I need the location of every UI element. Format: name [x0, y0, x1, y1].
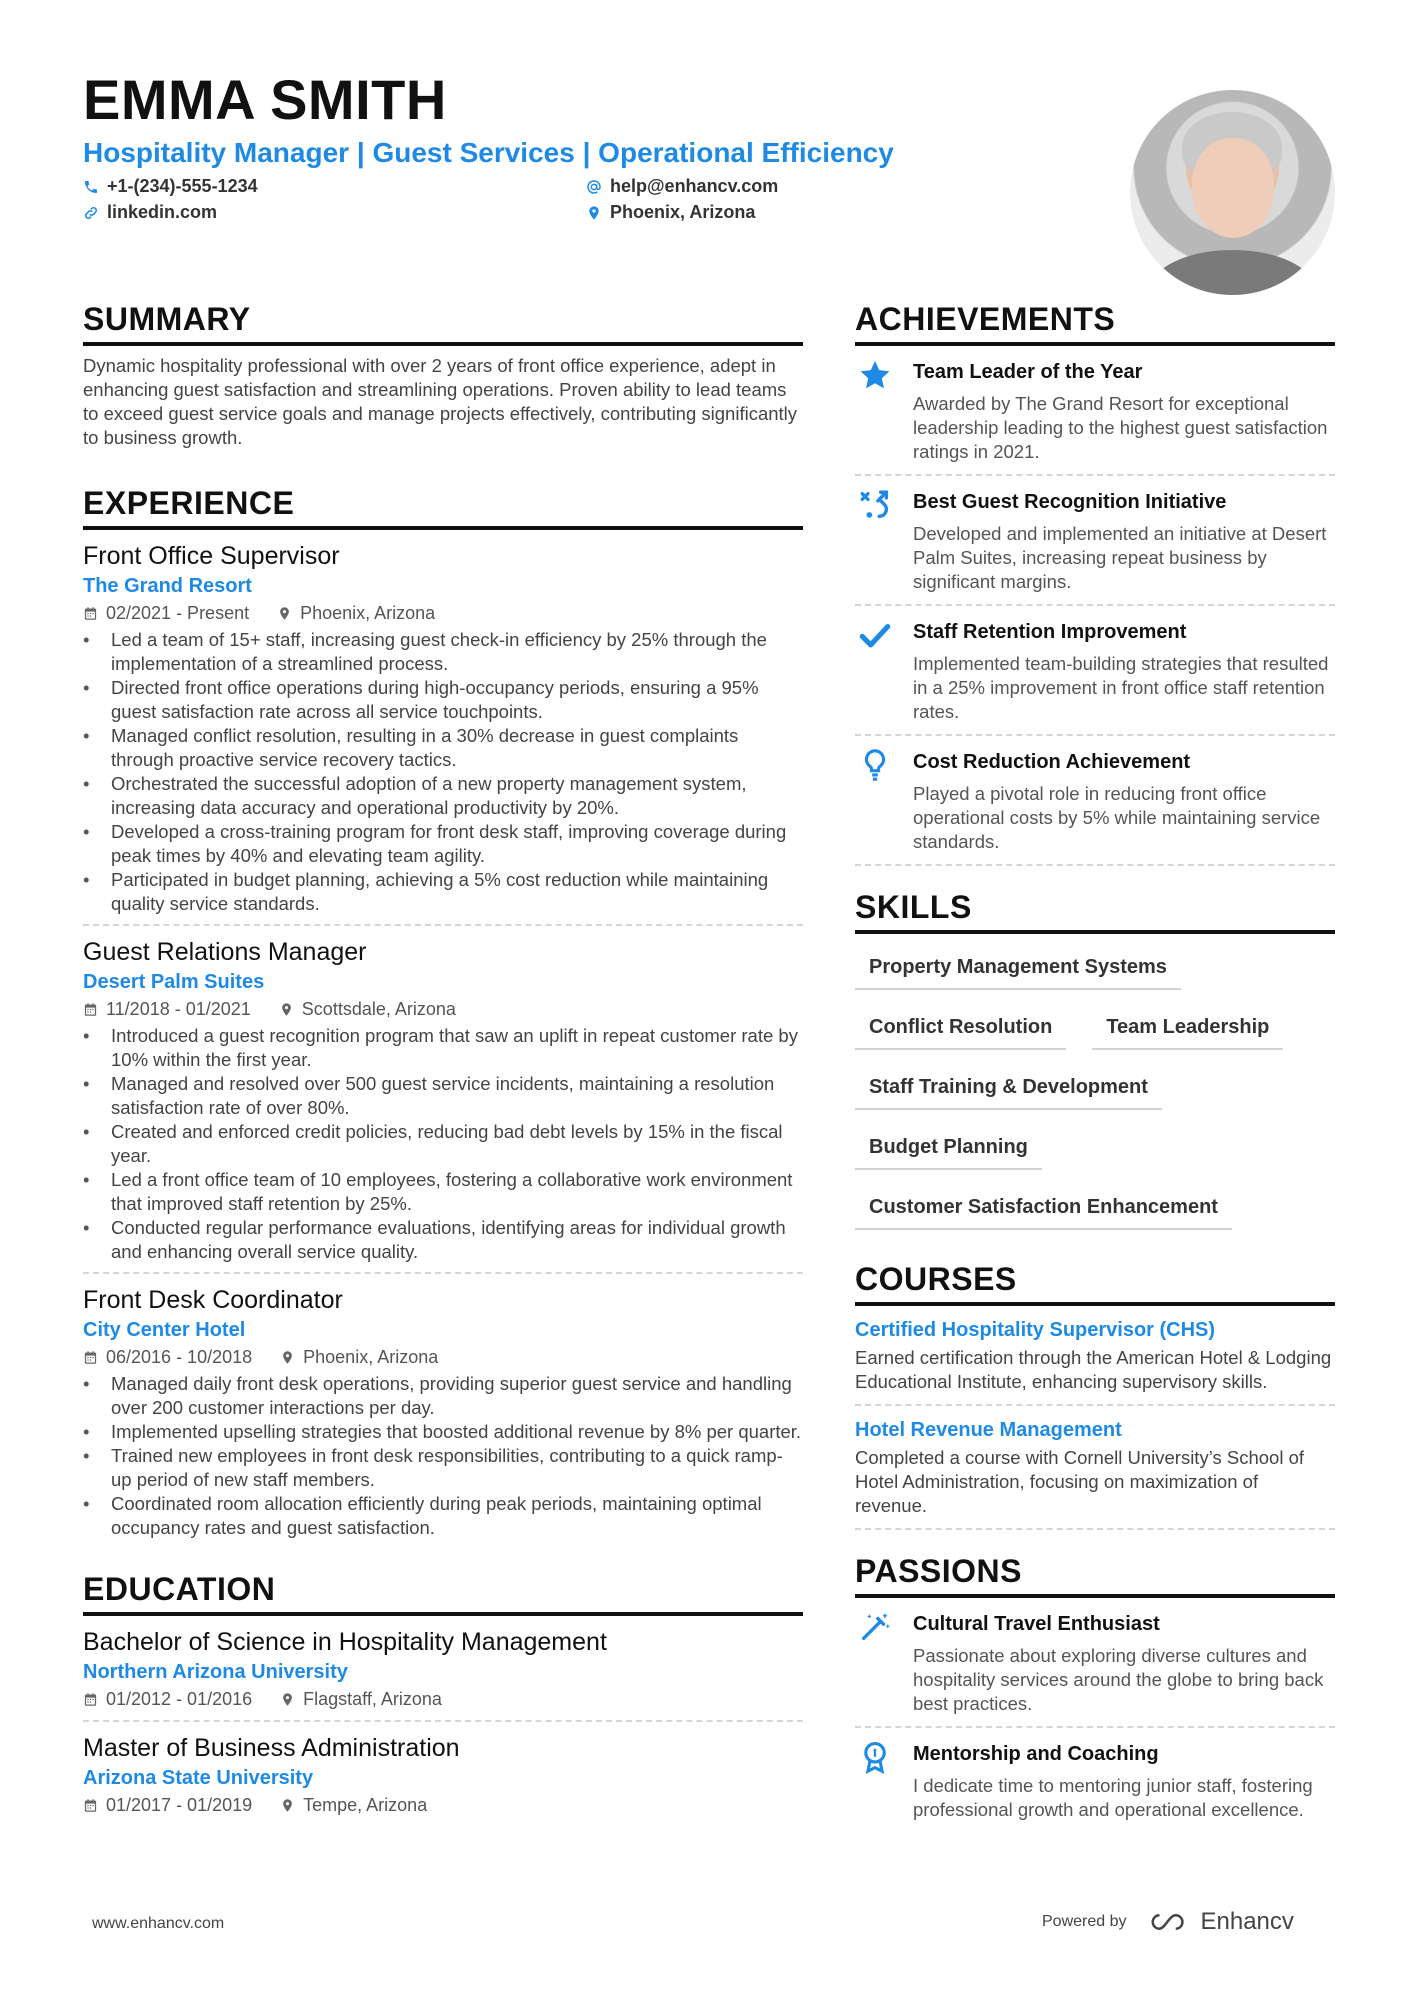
- job-meta: [83, 996, 803, 1022]
- course-desc: Earned certification through the American Hotel & Lodging Educational Institute, enhancing supervisory skills.: [855, 1347, 1332, 1392]
- powered-by-label: Powered by: [1042, 1913, 1127, 1930]
- passion-desc: I dedicate time to mentoring junior staff, fostering professional growth and operational excellence.: [913, 1775, 1313, 1820]
- bullet-item: • Trained new employees in front desk responsibilities, contributing to a quick ramp-up period of new staff members.: [83, 1444, 803, 1492]
- passion-desc: Passionate about exploring diverse cultures and hospitality services around the globe to bring back best practices.: [913, 1645, 1324, 1714]
- degree-title: Master of Business Administration: [83, 1734, 460, 1762]
- job-entry: [83, 540, 803, 926]
- bullet-item: • Led a team of 15+ staff, increasing guest check-in efficiency by 25% through the implementation of a streamlined process.: [83, 628, 803, 676]
- job-bullets: [83, 628, 803, 916]
- job-location: Scottsdale, Arizona: [301, 999, 456, 1019]
- achievement-title: Best Guest Recognition Initiative: [913, 491, 1227, 513]
- check-icon: [858, 618, 892, 652]
- achievement-desc: Developed and implemented an initiative at Desert Palm Suites, increasing repeat business by significant margins.: [913, 523, 1327, 592]
- magic-wand-icon: [858, 1610, 892, 1644]
- skill-tag: Team Leadership: [1092, 1006, 1283, 1050]
- enhancv-logo[interactable]: [1147, 1908, 1294, 1936]
- job-entry: [83, 936, 803, 1274]
- passion-item: [855, 1728, 1335, 1832]
- passion-item: [855, 1598, 1335, 1728]
- passion-title: Mentorship and Coaching: [913, 1743, 1159, 1765]
- bullet-item: • Led a front office team of 10 employees, fostering a collaborative work environment that improved staff retention by 25%.: [83, 1168, 803, 1216]
- school-name: Arizona State University: [83, 1767, 314, 1789]
- link-icon: [83, 205, 99, 221]
- job-title: Front Office Supervisor: [83, 542, 340, 570]
- profile-photo: [1130, 90, 1335, 295]
- brand-name: Enhancv: [1200, 1908, 1294, 1935]
- bullet-item: • Implemented upselling strategies that boosted additional revenue by 8% per quarter.: [83, 1420, 803, 1444]
- bullet-item: • Created and enforced credit policies, reducing bad debt levels by 15% in the fiscal year.: [83, 1120, 803, 1168]
- bullet-item: • Conducted regular performance evaluations, identifying areas for individual growth and enhancing overall service quality.: [83, 1216, 803, 1264]
- calendar-icon: [83, 1002, 98, 1017]
- location-pin-icon: [280, 1350, 295, 1365]
- job-title: Front Desk Coordinator: [83, 1286, 343, 1314]
- contact-info: [83, 176, 1083, 232]
- left-column: [83, 300, 803, 1818]
- job-bullets: [83, 1024, 803, 1264]
- infinity-logo-icon: [1147, 1910, 1193, 1934]
- achievement-desc: Awarded by The Grand Resort for exceptional leadership leading to the highest guest satisfaction ratings in 2021.: [913, 393, 1328, 462]
- skill-tag: Conflict Resolution: [855, 1006, 1066, 1050]
- right-column: [855, 300, 1335, 1832]
- linkedin-text: linkedin.com: [107, 202, 218, 222]
- bullet-item: • Developed a cross-training program for front desk staff, improving coverage during peak times by 40% and elevating team agility.: [83, 820, 803, 868]
- achievement-desc: Played a pivotal role in reducing front office operational costs by 5% while maintaining service standards.: [913, 783, 1321, 852]
- degree-title: Bachelor of Science in Hospitality Management: [83, 1628, 607, 1656]
- bullet-item: • Managed daily front desk operations, providing superior guest service and handling over 200 customer interactions per day.: [83, 1372, 803, 1420]
- job-title: Guest Relations Manager: [83, 938, 367, 966]
- job-meta: [83, 600, 803, 626]
- education-meta: [83, 1686, 803, 1712]
- job-bullets: [83, 1372, 803, 1540]
- job-location: Phoenix, Arizona: [303, 1347, 439, 1367]
- education-entry: [83, 1732, 803, 1818]
- location-pin-icon: [277, 606, 292, 621]
- calendar-icon: [83, 1350, 98, 1365]
- job-dates: 06/2016 - 10/2018: [106, 1347, 253, 1367]
- skills-list: [855, 946, 1335, 1230]
- education-dates: 01/2017 - 01/2019: [106, 1795, 253, 1815]
- skills-heading: SKILLS: [855, 888, 1335, 934]
- passions-heading: PASSIONS: [855, 1552, 1335, 1598]
- school-name: Northern Arizona University: [83, 1661, 348, 1683]
- contact-email[interactable]: [586, 176, 778, 197]
- location-pin-icon: [280, 1798, 295, 1813]
- divider: [83, 1272, 803, 1274]
- location-pin-icon: [279, 1002, 294, 1017]
- achievement-title: Staff Retention Improvement: [913, 621, 1187, 643]
- job-entry: [83, 1284, 803, 1540]
- strategy-icon: [858, 488, 892, 522]
- course-title: Hotel Revenue Management: [855, 1419, 1122, 1441]
- bullet-item: • Directed front office operations during high-occupancy periods, ensuring a 95% guest satisfaction rate across all service touchpoints.: [83, 676, 803, 724]
- calendar-icon: [83, 1798, 98, 1813]
- job-meta: [83, 1344, 803, 1370]
- course-item: [855, 1306, 1335, 1406]
- contact-linkedin[interactable]: [83, 202, 217, 223]
- bullet-item: • Participated in budget planning, achieving a 5% cost reduction while maintaining quality service standards.: [83, 868, 803, 916]
- experience-heading: EXPERIENCE: [83, 484, 803, 530]
- skill-tag: Staff Training & Development: [855, 1066, 1162, 1110]
- location-text: Phoenix, Arizona: [610, 202, 756, 222]
- education-meta: [83, 1792, 803, 1818]
- skill-tag: Customer Satisfaction Enhancement: [855, 1186, 1232, 1230]
- skill-tag: Property Management Systems: [855, 946, 1181, 990]
- achievement-item: [855, 346, 1335, 476]
- divider: [83, 924, 803, 926]
- course-desc: Completed a course with Cornell University’s School of Hotel Administration, focusing on maximization of revenue.: [855, 1447, 1304, 1516]
- bullet-item: • Coordinated room allocation efficiently during peak periods, maintaining optimal occupancy rates and guest satisfaction.: [83, 1492, 803, 1540]
- phone-icon: [83, 179, 99, 195]
- achievement-item: [855, 606, 1335, 736]
- education-dates: 01/2012 - 01/2016: [106, 1689, 253, 1709]
- company-name: The Grand Resort: [83, 575, 252, 597]
- summary-heading: SUMMARY: [83, 300, 803, 346]
- resume-header: [83, 68, 1083, 232]
- achievement-item: [855, 476, 1335, 606]
- course-title: Certified Hospitality Supervisor (CHS): [855, 1319, 1216, 1341]
- award-ribbon-icon: [858, 1740, 892, 1774]
- education-location: Tempe, Arizona: [303, 1795, 428, 1815]
- job-dates: 02/2021 - Present: [106, 603, 250, 623]
- calendar-icon: [83, 606, 98, 621]
- bullet-item: • Introduced a guest recognition program that saw an uplift in repeat customer rate by 10% within the first year.: [83, 1024, 803, 1072]
- location-pin-icon: [586, 205, 602, 221]
- contact-location: [586, 202, 755, 223]
- contact-phone[interactable]: [83, 176, 258, 197]
- bullet-item: • Managed conflict resolution, resulting in a 30% decrease in guest complaints through proactive service recovery tactics.: [83, 724, 803, 772]
- footer-branding: [1042, 1908, 1294, 1936]
- location-pin-icon: [280, 1692, 295, 1707]
- skill-tag: Budget Planning: [855, 1126, 1042, 1170]
- divider: [83, 1720, 803, 1722]
- education-entry: [83, 1626, 803, 1722]
- phone-text: +1-(234)-555-1234: [107, 176, 258, 196]
- summary-text: Dynamic hospitality professional with over 2 years of front office experience, adept in enhancing guest satisfaction and streamlining operations. Proven ability to lead teams to exceed guest service goals and manage projects effectively, contributing significantly to business growth.: [83, 355, 798, 448]
- company-name: Desert Palm Suites: [83, 971, 265, 993]
- achievement-desc: Implemented team-building strategies that resulted in a 25% improvement in front office staff retention rates.: [913, 653, 1329, 722]
- achievement-title: Cost Reduction Achievement: [913, 751, 1191, 773]
- education-location: Flagstaff, Arizona: [303, 1689, 442, 1709]
- achievement-title: Team Leader of the Year: [913, 361, 1143, 383]
- bullet-item: • Managed and resolved over 500 guest service incidents, maintaining a resolution satisfaction rate of over 80%.: [83, 1072, 803, 1120]
- lightbulb-icon: [858, 748, 892, 782]
- calendar-icon: [83, 1692, 98, 1707]
- education-heading: EDUCATION: [83, 1570, 803, 1616]
- footer-website[interactable]: www.enhancv.com: [92, 1915, 225, 1932]
- job-dates: 11/2018 - 01/2021: [106, 999, 251, 1019]
- achievements-heading: ACHIEVEMENTS: [855, 300, 1335, 346]
- job-location: Phoenix, Arizona: [300, 603, 436, 623]
- candidate-title: Hospitality Manager | Guest Services | Operational Efficiency: [83, 137, 894, 168]
- candidate-name: EMMA SMITH: [83, 68, 447, 131]
- achievement-item: [855, 736, 1335, 866]
- at-icon: [586, 179, 602, 195]
- passion-title: Cultural Travel Enthusiast: [913, 1613, 1160, 1635]
- courses-heading: COURSES: [855, 1260, 1335, 1306]
- bullet-item: • Orchestrated the successful adoption of a new property management system, increasing data accuracy and operational productivity by 20%.: [83, 772, 803, 820]
- star-icon: [858, 358, 892, 392]
- company-name: City Center Hotel: [83, 1319, 246, 1341]
- email-text: help@enhancv.com: [610, 176, 779, 196]
- course-item: [855, 1406, 1335, 1530]
